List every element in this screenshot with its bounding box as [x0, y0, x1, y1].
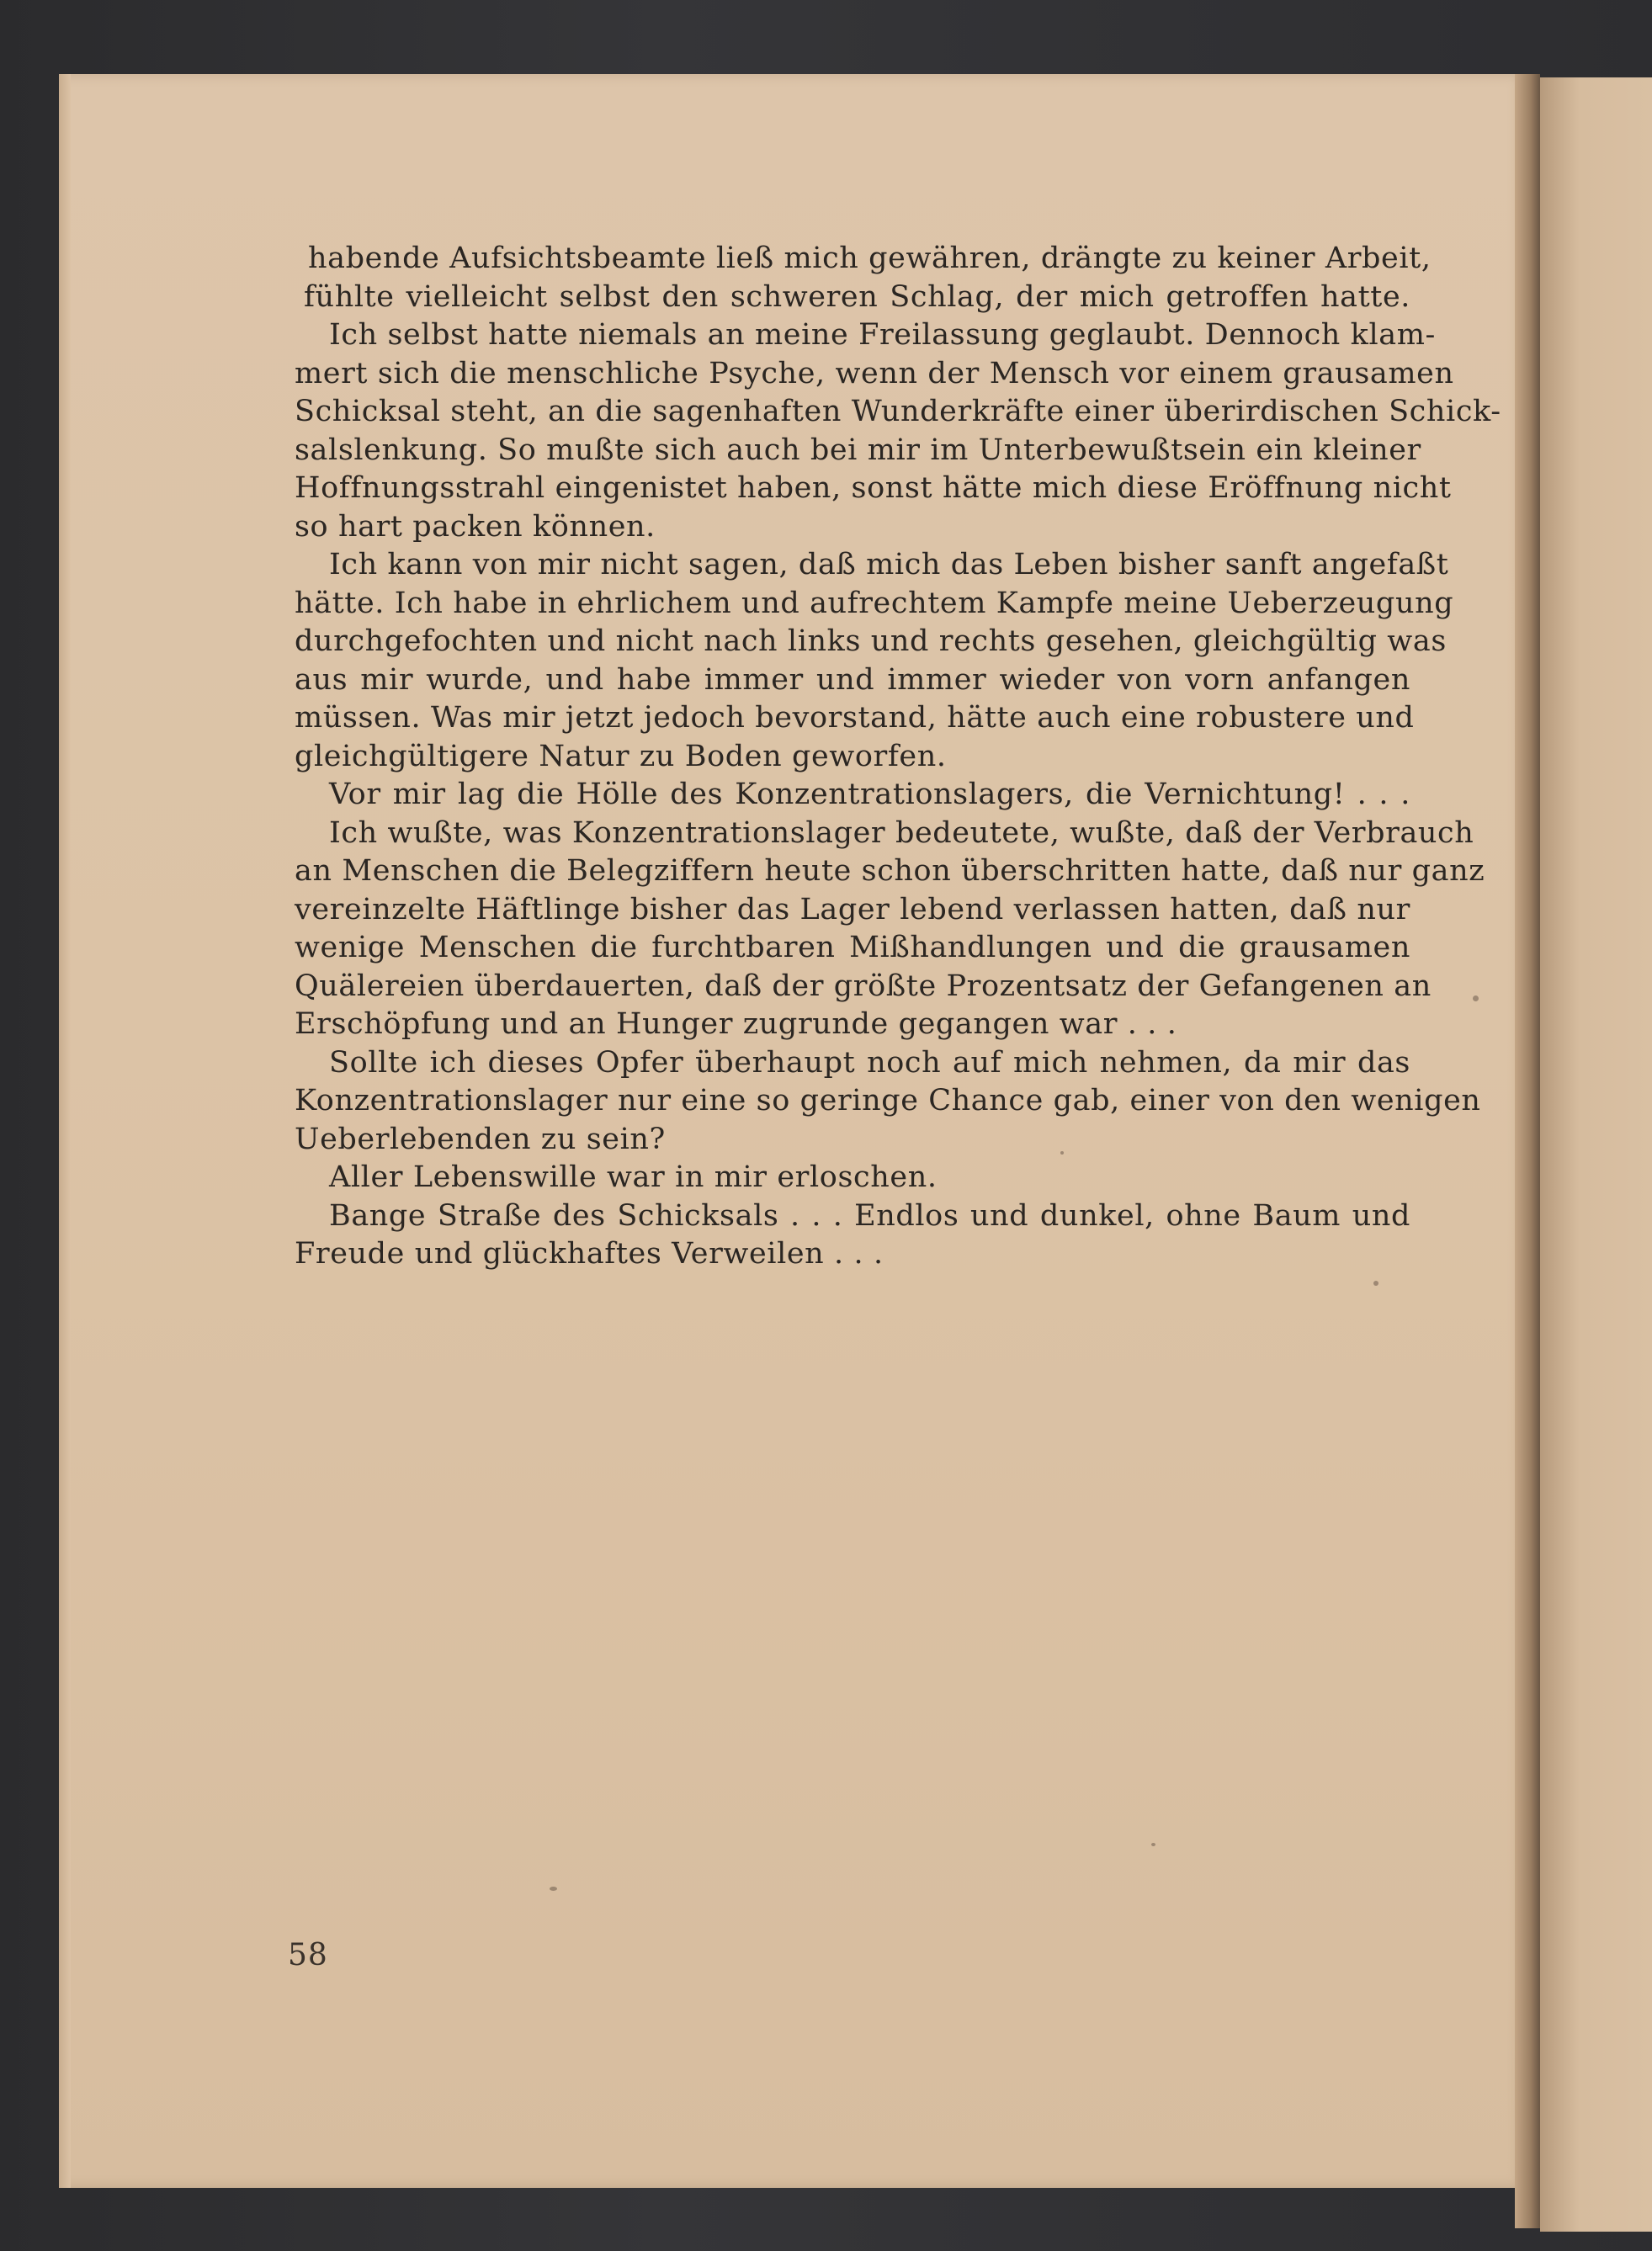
text-line: habende Aufsichtsbeamte ließ mich gewähren, drängte zu keiner Arbeit,: [308, 242, 1432, 275]
text-line: Konzentrationslager nur eine so geringe Chance gab, einer von den wenigen: [295, 1084, 1481, 1118]
text-line: Bange Straße des Schicksals . . . Endlos und dunkel, ohne Baum und: [329, 1198, 1410, 1233]
text-line: salslenkung. So mußte sich auch bei mir im Unterbewußtsein ein kleiner: [295, 433, 1421, 467]
text-line: so hart packen können.: [295, 509, 656, 544]
text-line: Ueberlebenden zu sein?: [295, 1122, 666, 1156]
text-line: Ich kann von mir nicht sagen, daß mich das Leben bisher sanft angefaßt: [329, 548, 1449, 581]
text-line: gleichgültigere Natur zu Boden geworfen.: [295, 739, 947, 773]
book-gutter: [1515, 74, 1540, 2228]
text-line: mert sich die menschliche Psyche, wenn der Mensch vor einem grausamen: [295, 356, 1454, 390]
text-line: Freude und glückhaftes Verweilen . . .: [295, 1237, 884, 1271]
text-line: vereinzelte Häftlinge bisher das Lager lebend verlassen hatten, daß nur: [295, 892, 1410, 926]
text-line: Schicksal steht, an die sagenhaften Wunderkräfte einer überirdischen Schick-: [295, 395, 1501, 428]
text-line: Erschöpfung und an Hunger zugrunde gegangen war . . .: [295, 1007, 1177, 1041]
text-line: Hoffnungsstrahl eingenistet haben, sonst hätte mich diese Eröffnung nicht: [295, 471, 1452, 505]
paper-speck: [1060, 1151, 1064, 1155]
text-line: Quälereien überdauerten, daß der größte Prozentsatz der Gefangenen an: [295, 969, 1432, 1003]
text-line: durchgefochten und nicht nach links und rechts gesehen, gleichgültig was: [295, 624, 1447, 658]
text-line: Vor mir lag die Hölle des Konzentrationslagers, die Vernichtung! . . .: [329, 778, 1410, 811]
paper-speck: [1473, 995, 1479, 1001]
paper-speck: [550, 1887, 557, 1891]
page-number: 58: [288, 1938, 328, 1972]
page-left-edge: [59, 74, 71, 2188]
text-line: an Menschen die Belegziffern heute schon überschritten hatte, daß nur ganz: [295, 854, 1485, 888]
paper-speck: [1373, 1281, 1378, 1286]
text-line: Sollte ich dieses Opfer überhaupt noch auf mich nehmen, da mir das: [329, 1045, 1410, 1080]
text-line: fühlte vielleicht selbst den schweren Schlag, der mich getroffen hatte.: [304, 279, 1410, 314]
facing-page-edge: [1540, 77, 1652, 2232]
body-text: [295, 240, 1501, 1274]
text-line: aus mir wurde, und habe immer und immer wieder von vorn anfangen: [295, 662, 1410, 697]
text-line: hätte. Ich habe in ehrlichem und aufrechtem Kampfe meine Ueberzeugung: [295, 586, 1454, 620]
text-line: Ich wußte, was Konzentrationslager bedeutete, wußte, daß der Verbrauch: [329, 815, 1474, 850]
text-line: müssen. Was mir jetzt jedoch bevorstand, hätte auch eine robustere und: [295, 701, 1415, 735]
text-line: wenige Menschen die furchtbaren Mißhandlungen und die grausamen: [295, 931, 1410, 964]
paper-speck: [1151, 1843, 1155, 1846]
text-line: Aller Lebenswille war in mir erloschen.: [329, 1160, 938, 1194]
text-line: Ich selbst hatte niemals an meine Freilassung geglaubt. Dennoch klam-: [329, 318, 1436, 352]
